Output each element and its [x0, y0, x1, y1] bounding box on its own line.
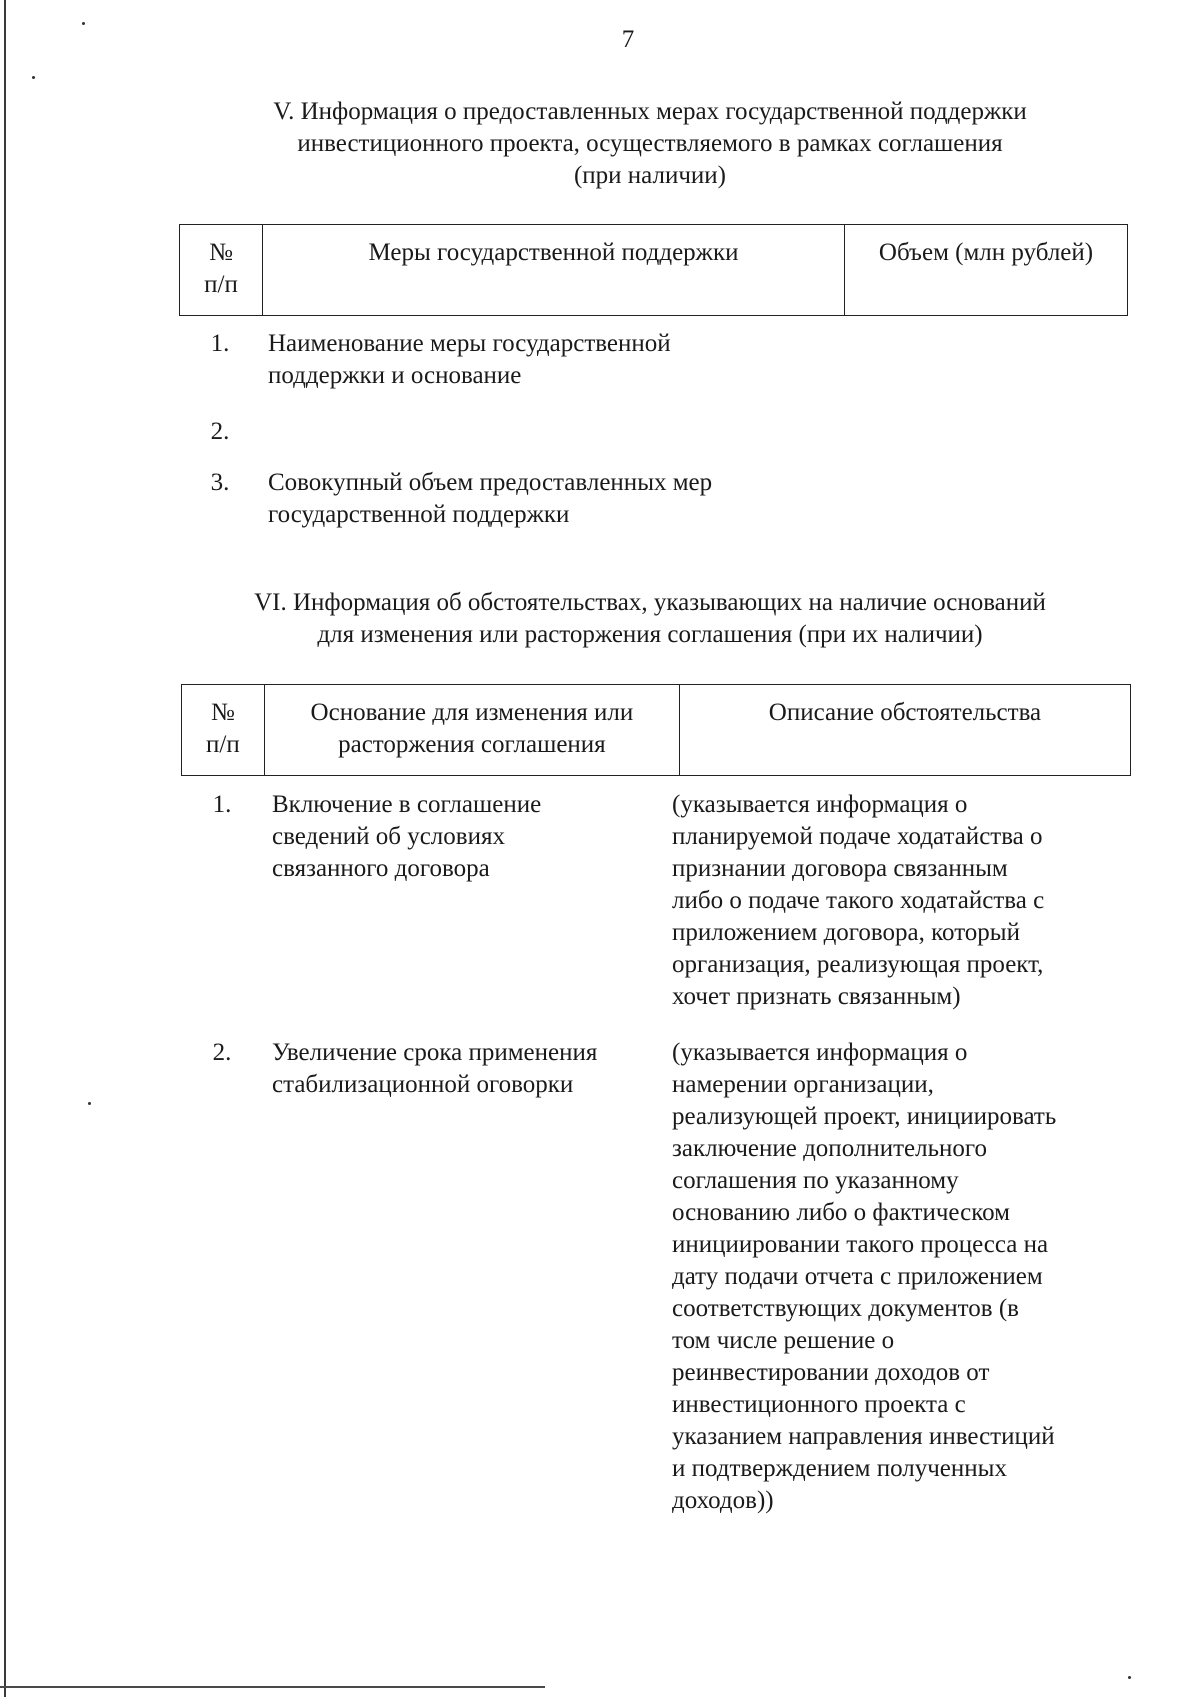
row-description-line: соглашения по указанному — [672, 1167, 959, 1194]
row-basis — [272, 789, 541, 885]
header-basis — [265, 685, 680, 775]
row-number: 2. — [210, 418, 230, 445]
table-row — [192, 789, 1132, 1019]
row-basis-line: стабилизационной оговорки — [272, 1071, 574, 1098]
row-basis-line: Увеличение срока применения — [272, 1039, 598, 1066]
row-description-line: доходов)) — [672, 1487, 774, 1514]
section-v-heading-line: (при наличии) — [573, 162, 727, 189]
row-description-line: хочет признать связанным) — [672, 983, 961, 1010]
row-description-line: инициировании такого процесса на — [672, 1231, 1049, 1258]
section-v-heading-line: V. Информация о предоставленных мерах государственной поддержки — [273, 98, 1027, 125]
row-text-line: Наименование меры государственной — [268, 330, 671, 357]
row-description-line: соответствующих документов (в — [672, 1295, 1019, 1322]
row-description-line: признании договора связанным — [672, 855, 1008, 882]
row-description-line: и подтверждением полученных — [672, 1455, 1007, 1482]
row-description-line: основанию либо о фактическом — [672, 1199, 1010, 1226]
header-measures: Меры государственной поддержки — [263, 225, 845, 315]
header-number-line: п/п — [204, 271, 238, 298]
section-vi-heading — [160, 587, 1140, 651]
header-number — [182, 685, 265, 775]
row-description-line: инвестиционного проекта с — [672, 1391, 966, 1418]
row-text-line: поддержки и основание — [268, 362, 522, 389]
header-basis-line: расторжения соглашения — [338, 731, 606, 758]
scan-speck — [82, 22, 85, 25]
page-number: 7 — [621, 26, 635, 53]
scan-speck — [32, 76, 35, 79]
row-text-line: Совокупный объем предоставленных мер — [268, 469, 713, 496]
section-v-heading-line: инвестиционного проекта, осуществляемого в рамках соглашения — [297, 130, 1003, 157]
section-vi-heading-line: для изменения или расторжения соглашения (при их наличии) — [317, 621, 983, 648]
table-row — [190, 467, 1090, 537]
header-basis-line: Основание для изменения или — [310, 699, 634, 726]
table-row — [190, 416, 1090, 452]
row-description — [672, 1037, 1056, 1517]
section-vi-table-header — [181, 684, 1131, 776]
row-description-line: заключение дополнительного — [672, 1135, 988, 1162]
row-description-line: приложением договора, который — [672, 919, 1020, 946]
scan-speck — [88, 1102, 91, 1105]
row-description-line: организация, реализующая проект, — [672, 951, 1044, 978]
row-text-line: государственной поддержки — [268, 501, 570, 528]
section-v-table-header — [179, 224, 1128, 316]
scan-speck — [1128, 1676, 1131, 1679]
row-basis — [272, 1037, 597, 1101]
row-description-line: том числе решение о — [672, 1327, 895, 1354]
table-row — [192, 1037, 1132, 1527]
row-description-line: (указывается информация о — [672, 791, 968, 818]
row-description-line: дату подачи отчета с приложением — [672, 1263, 1043, 1290]
row-number: 1. — [212, 791, 232, 818]
row-number: 3. — [210, 469, 230, 496]
row-number: 2. — [212, 1039, 232, 1066]
header-description: Описание обстоятельства — [768, 699, 1042, 726]
row-basis-line: связанного договора — [272, 855, 490, 882]
header-volume: Объем (млн рублей) — [878, 239, 1094, 266]
row-description-line: намерении организации, — [672, 1071, 934, 1098]
row-description-line: (указывается информация о — [672, 1039, 968, 1066]
row-description-line: указанием направления инвестиций — [672, 1423, 1055, 1450]
scan-bottom-edge — [0, 1686, 545, 1688]
row-text — [268, 467, 712, 531]
header-number-line: № — [209, 239, 233, 266]
table-row — [190, 328, 1090, 398]
scan-left-edge — [4, 0, 6, 1697]
section-v-heading — [160, 96, 1140, 192]
header-number — [180, 225, 263, 315]
row-description-line: реинвестировании доходов от — [672, 1359, 990, 1386]
section-vi-heading-line: VI. Информация об обстоятельствах, указывающих на наличие оснований — [254, 589, 1046, 616]
row-number: 1. — [210, 330, 230, 357]
header-number-line: п/п — [206, 731, 240, 758]
header-number-line: № — [210, 699, 235, 726]
row-description-line: реализующей проект, инициировать — [672, 1103, 1057, 1130]
row-description-line: либо о подаче такого ходатайства с — [672, 887, 1045, 914]
row-description-line: планируемой подаче ходатайства о — [672, 823, 1043, 850]
row-basis-line: сведений об условиях — [272, 823, 505, 850]
row-description — [672, 789, 1044, 1013]
row-basis-line: Включение в соглашение — [272, 791, 542, 818]
row-text — [268, 328, 671, 392]
